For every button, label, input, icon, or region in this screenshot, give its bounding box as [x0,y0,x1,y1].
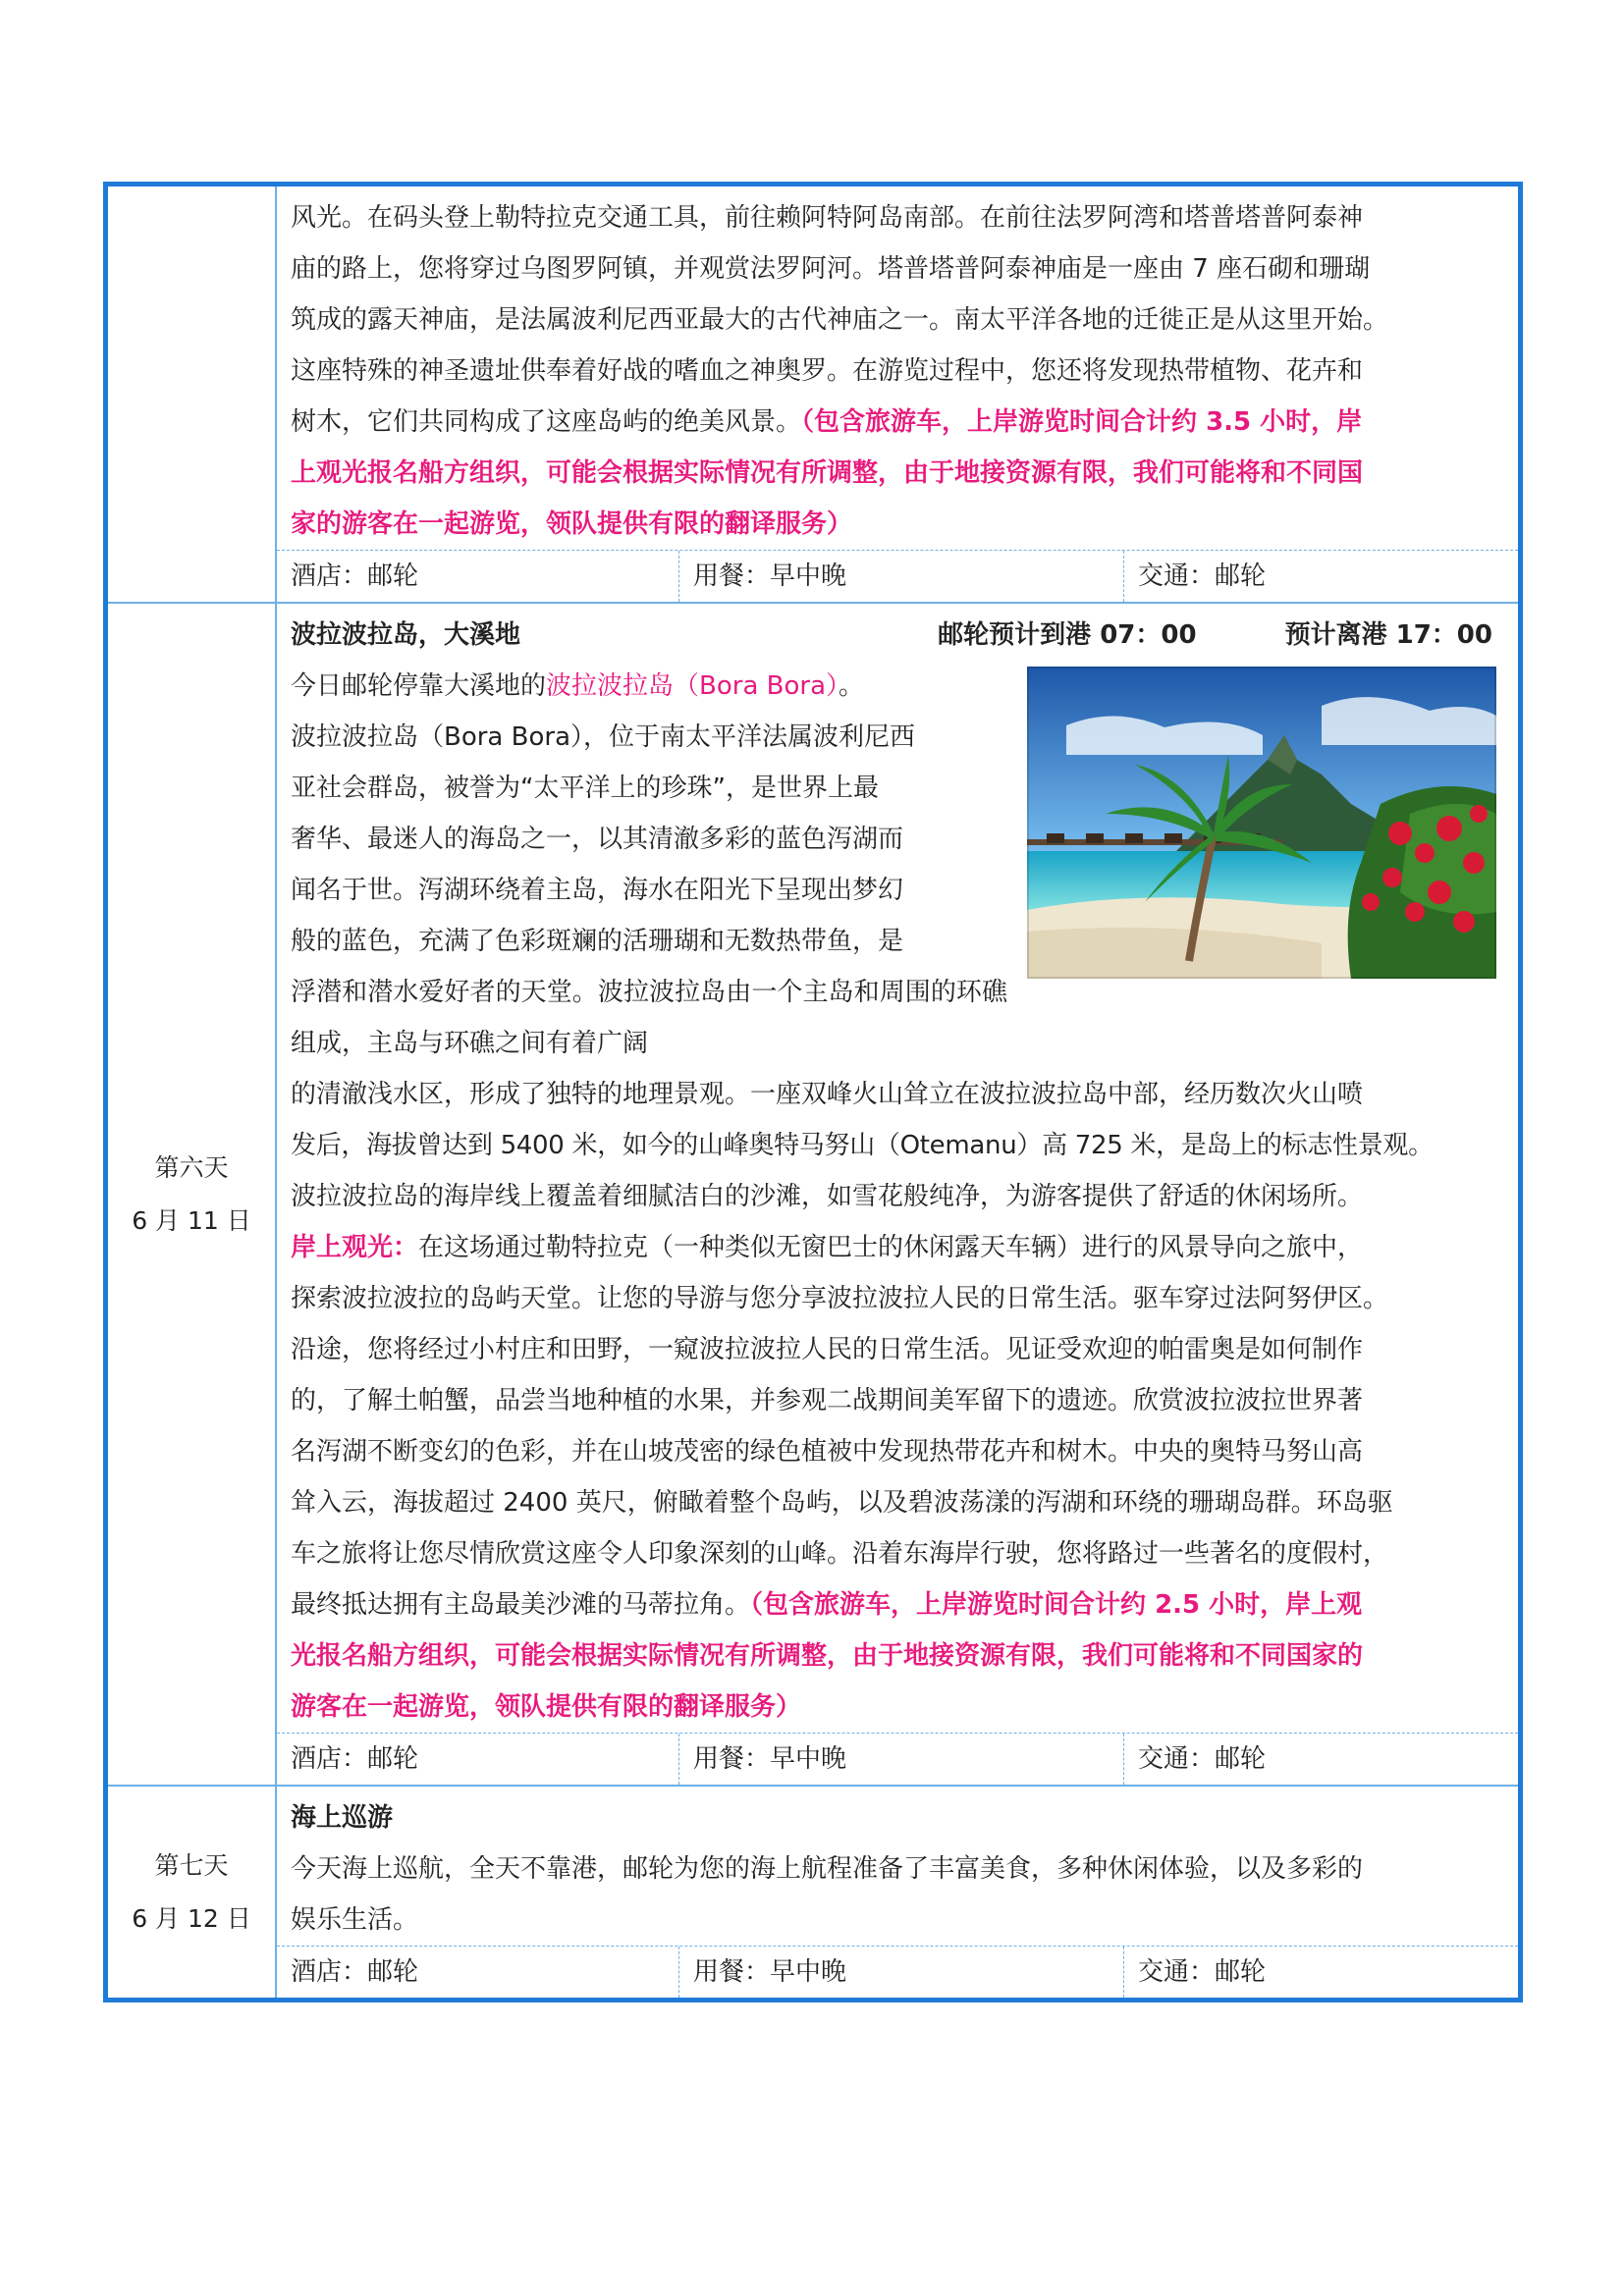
day-label: 第六天 [154,1152,229,1182]
bora-bora-photo [1027,667,1496,979]
day-row-6 [106,603,1521,1786]
day7-text [277,1787,1518,1946]
text-line: 发后，海拔曾达到 5400 米，如今的山峰奥特马努山（Otemanu）高 725 米，是岛上的标志性景观。 [291,1131,1434,1160]
tour-note-line: 家的游客在一起游览，领队提供有限的翻译服务） [291,509,853,539]
text-line: 筑成的露天神庙，是法属波利尼西亚最大的古代神庙之一。南太平洋各地的迁徙正是从这里开始。 [291,305,1389,335]
depart-time: 预计离港 17：00 [1284,620,1492,650]
day-footer [277,1946,1518,1998]
hotel-info: 酒店：邮轮 [277,551,679,602]
transport-info: 交通：邮轮 [1138,1744,1267,1774]
day-content-6 [276,603,1521,1786]
day-cell-6 [106,603,277,1786]
text-line: 闻名于世。泻湖环绕着主岛，海水在阳光下呈现出梦幻 [291,876,904,905]
text-line: 庙的路上，您将穿过乌图罗阿镇，并观赏法罗阿河。塔普塔普阿泰神庙是一座由 7 座石砌和珊瑚 [291,254,1371,284]
intro-prefix: 今日邮轮停靠大溪地的 [291,671,547,701]
day-title-line [291,1792,1506,1843]
intro-highlight: 波拉波拉岛（Bora Bora） [546,671,839,701]
hotel-info: 酒店：邮轮 [277,1947,679,1998]
text-line [291,1579,1506,1630]
day-footer [277,550,1518,602]
day-cell-7 [106,1786,277,2001]
day-title: 波拉波拉岛，大溪地 [291,620,521,650]
port-times [904,610,1506,661]
meals-info: 用餐：早中晚 [679,551,1124,602]
text-line: 奢华、最迷人的海岛之一，以其清澈多彩的蓝色泻湖而 [291,825,904,854]
text-line: 波拉波拉岛（Bora Bora），位于南太平洋法属波利尼西 [291,722,915,752]
text-line [291,397,1506,448]
text-line: 浮潜和潜水爱好者的天堂。波拉波拉岛由一个主岛和周围的环礁组成，主岛与环礁之间有着广阔 [291,978,1007,1058]
date-label: 6 月 12 日 [132,1903,251,1933]
day-cell-empty [106,185,277,604]
transport-info: 交通：邮轮 [1138,1957,1267,1987]
day-footer [277,1733,1518,1785]
shore-label: 岸上观光： [291,1233,419,1262]
day-row-7 [106,1786,1521,2001]
continuation-text [277,187,1518,550]
day6-text [277,604,1518,1733]
text-line: 名泻湖不断变幻的色彩，并在山坡茂密的绿色植被中发现热带花卉和树木。中央的奥特马努山高 [291,1437,1364,1467]
text-line: 车之旅将让您尽情欣赏这座令人印象深刻的山峰。沿着东海岸行驶，您将路过一些著名的度假村， [291,1539,1389,1569]
text-line: 风光。在码头登上勒特拉克交通工具，前往赖阿特阿岛南部。在前往法罗阿湾和塔普塔普阿泰神 [291,203,1364,233]
text-line: 探索波拉波拉的岛屿天堂。让您的导游与您分享波拉波拉人民的日常生活。驱车穿过法阿努伊区。 [291,1284,1389,1313]
text-segment: 树木，它们共同构成了这座岛屿的绝美风景。 [291,407,802,437]
tour-note-line: 光报名船方组织，可能会根据实际情况有所调整，由于地接资源有限，我们可能将和不同国家的 [291,1641,1364,1671]
meals-info: 用餐：早中晚 [679,1734,1124,1785]
text-line: 般的蓝色，充满了色彩斑斓的活珊瑚和无数热带鱼，是 [291,927,904,956]
transport-info: 交通：邮轮 [1138,561,1267,591]
itinerary-table [103,182,1523,2002]
beach-palm-photo-icon [1027,667,1496,979]
date-label: 6 月 11 日 [132,1205,251,1235]
day-label: 第七天 [154,1850,229,1880]
text-line: 亚社会群岛，被誉为“太平洋上的珍珠”，是世界上最 [291,774,879,803]
text-line: 娱乐生活。 [291,1905,419,1935]
tour-note: （包含旅游车，上岸游览时间合计约 3.5 小时，岸 [801,407,1363,437]
text-line: 波拉波拉岛的海岸线上覆盖着细腻洁白的沙滩，如雪花般纯净，为游客提供了舒适的休闲场所。 [291,1182,1364,1211]
hotel-info: 酒店：邮轮 [277,1734,679,1785]
day-row-previous [106,185,1521,604]
day-title-line [291,610,1506,661]
text-segment: 最终抵达拥有主岛最美沙滩的马蒂拉角。 [291,1590,751,1620]
text-segment: 在这场通过勒特拉克（一种类似无窗巴士的休闲露天车辆）进行的风景导向之旅中， [418,1233,1364,1262]
text-line: 的，了解土帕蟹，品尝当地种植的水果，并参观二战期间美军留下的遗迹。欣赏波拉波拉世界著 [291,1386,1364,1415]
text-line: 的清澈浅水区，形成了独特的地理景观。一座双峰火山耸立在波拉波拉岛中部，经历数次火山喷 [291,1080,1364,1109]
text-line: 耸入云，海拔超过 2400 英尺，俯瞰着整个岛屿，以及碧波荡漾的泻湖和环绕的珊瑚岛群。环岛驱 [291,1488,1393,1518]
tour-note-line: 游客在一起游览，领队提供有限的翻译服务） [291,1692,802,1722]
text-line: 沿途，您将经过小村庄和田野，一窥波拉波拉人民的日常生活。见证受欢迎的帕雷奥是如何制作 [291,1335,1364,1364]
shore-line [291,1222,1506,1273]
arrive-time: 邮轮预计到港 07：00 [938,620,1197,650]
day-content-previous [276,185,1521,604]
meals-info: 用餐：早中晚 [679,1947,1124,1998]
day-content-7 [276,1786,1521,2001]
intro-suffix: 。 [839,671,865,701]
tour-note-line: 上观光报名船方组织，可能会根据实际情况有所调整，由于地接资源有限，我们可能将和不同国 [291,458,1364,488]
tour-note: （包含旅游车，上岸游览时间合计约 2.5 小时，岸上观 [750,1590,1363,1620]
day-title: 海上巡游 [291,1803,394,1833]
text-line: 今天海上巡航，全天不靠港，邮轮为您的海上航程准备了丰富美食，多种休闲体验，以及多彩的 [291,1854,1364,1884]
text-line: 这座特殊的神圣遗址供奉着好战的嗜血之神奥罗。在游览过程中，您还将发现热带植物、花卉和 [291,356,1364,386]
